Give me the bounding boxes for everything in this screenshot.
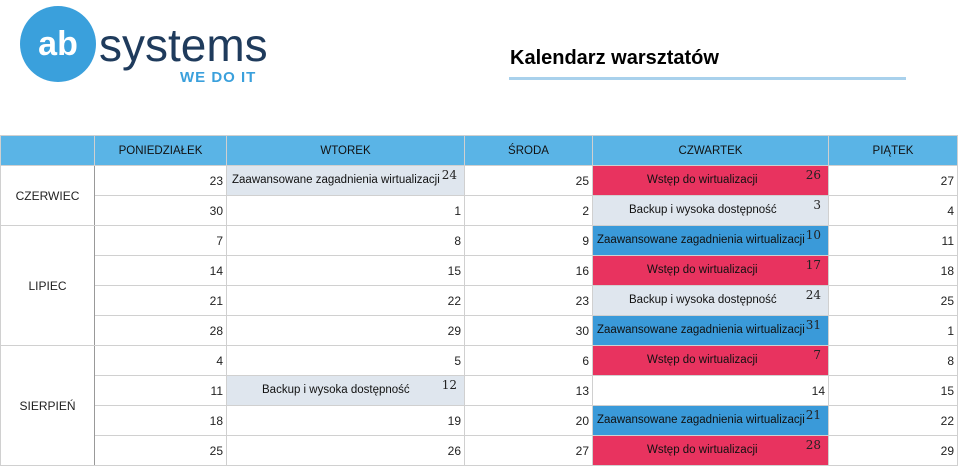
event-label: Wstęp do wirtualizacji bbox=[647, 444, 758, 456]
day-header: PIĄTEK bbox=[829, 136, 958, 166]
day-cell: 23 bbox=[95, 166, 227, 196]
day-cell: 25 bbox=[465, 166, 593, 196]
ab-systems-logo-icon bbox=[20, 6, 280, 86]
logo bbox=[20, 6, 280, 86]
day-cell: 27 bbox=[829, 166, 958, 196]
day-cell: 25 bbox=[829, 286, 958, 316]
table-row bbox=[1, 376, 958, 406]
day-cell: 1 bbox=[829, 316, 958, 346]
day-cell: 8 bbox=[829, 346, 958, 376]
day-cell: 14 bbox=[95, 256, 227, 286]
event-label: Zaawansowane zagadnienia wirtualizacji bbox=[597, 324, 805, 336]
page-title: Kalendarz warsztatów bbox=[510, 47, 719, 69]
day-cell bbox=[593, 256, 829, 286]
corner-cell bbox=[1, 136, 95, 166]
day-cell: 22 bbox=[227, 286, 465, 316]
day-cell: 2 bbox=[465, 196, 593, 226]
day-cell bbox=[593, 196, 829, 226]
day-header: CZWARTEK bbox=[593, 136, 829, 166]
day-cell bbox=[227, 376, 465, 406]
day-number: 3 bbox=[813, 198, 821, 212]
event-label: Zaawansowane zagadnienia wirtualizacji bbox=[597, 414, 805, 426]
event-label: Backup i wysoka dostępność bbox=[629, 204, 777, 216]
table-row bbox=[1, 316, 958, 346]
day-cell: 29 bbox=[829, 436, 958, 466]
day-cell bbox=[227, 166, 465, 196]
day-cell: 29 bbox=[227, 316, 465, 346]
day-cell: 16 bbox=[465, 256, 593, 286]
day-cell: 1 bbox=[227, 196, 465, 226]
day-cell: 25 bbox=[95, 436, 227, 466]
day-cell: 5 bbox=[227, 346, 465, 376]
event-label: Wstęp do wirtualizacji bbox=[647, 174, 758, 186]
day-cell: 11 bbox=[95, 376, 227, 406]
event-label: Backup i wysoka dostępność bbox=[629, 294, 777, 306]
day-cell: 27 bbox=[465, 436, 593, 466]
day-cell bbox=[593, 346, 829, 376]
day-number: 31 bbox=[805, 318, 821, 332]
event-label: Zaawansowane zagadnienia wirtualizacji bbox=[597, 234, 805, 246]
day-cell: 19 bbox=[227, 406, 465, 436]
logo-systems-text: systems bbox=[99, 19, 268, 71]
event-label: Zaawansowane zagadnienia wirtualizacji bbox=[232, 174, 440, 186]
day-cell: 18 bbox=[95, 406, 227, 436]
month-label: CZERWIEC bbox=[1, 166, 95, 226]
month-label: LIPIEC bbox=[1, 226, 95, 346]
day-number: 21 bbox=[805, 408, 821, 422]
day-cell: 11 bbox=[829, 226, 958, 256]
table-row bbox=[1, 256, 958, 286]
day-cell bbox=[593, 166, 829, 196]
day-cell: 8 bbox=[227, 226, 465, 256]
table-row bbox=[1, 196, 958, 226]
day-header: PONIEDZIAŁEK bbox=[95, 136, 227, 166]
table-row bbox=[1, 286, 958, 316]
day-number: 24 bbox=[805, 288, 821, 302]
day-cell: 21 bbox=[95, 286, 227, 316]
table-row bbox=[1, 166, 958, 196]
day-cell: 20 bbox=[465, 406, 593, 436]
day-header: WTOREK bbox=[227, 136, 465, 166]
day-cell: 23 bbox=[465, 286, 593, 316]
day-cell: 9 bbox=[465, 226, 593, 256]
event-label: Backup i wysoka dostępność bbox=[262, 384, 410, 396]
table-row bbox=[1, 346, 958, 376]
day-cell: 30 bbox=[465, 316, 593, 346]
title-underline bbox=[509, 77, 906, 80]
event-label: Wstęp do wirtualizacji bbox=[647, 264, 758, 276]
day-cell bbox=[593, 436, 829, 466]
day-cell bbox=[593, 286, 829, 316]
day-cell: 22 bbox=[829, 406, 958, 436]
table-row bbox=[1, 436, 958, 466]
day-cell: 15 bbox=[829, 376, 958, 406]
day-cell: 18 bbox=[829, 256, 958, 286]
day-cell: 30 bbox=[95, 196, 227, 226]
month-label: SIERPIEŃ bbox=[1, 346, 95, 466]
day-number: 10 bbox=[805, 228, 821, 242]
day-cell: 15 bbox=[227, 256, 465, 286]
table-row bbox=[1, 226, 958, 256]
day-cell: 4 bbox=[829, 196, 958, 226]
day-cell: 7 bbox=[95, 226, 227, 256]
day-header: ŚRODA bbox=[465, 136, 593, 166]
day-cell bbox=[593, 226, 829, 256]
day-number: 7 bbox=[813, 348, 821, 362]
day-number: 12 bbox=[441, 378, 457, 392]
day-number: 17 bbox=[805, 258, 821, 272]
event-label: Wstęp do wirtualizacji bbox=[647, 354, 758, 366]
day-cell: 28 bbox=[95, 316, 227, 346]
day-number: 24 bbox=[441, 168, 457, 182]
day-header-row bbox=[1, 136, 958, 166]
day-cell: 26 bbox=[227, 436, 465, 466]
day-cell bbox=[593, 406, 829, 436]
day-number: 28 bbox=[805, 438, 821, 452]
logo-ab-text: ab bbox=[38, 25, 78, 63]
calendar-table bbox=[0, 135, 958, 466]
day-cell: 6 bbox=[465, 346, 593, 376]
day-cell: 4 bbox=[95, 346, 227, 376]
day-number: 26 bbox=[805, 168, 821, 182]
logo-tagline: WE DO IT bbox=[180, 69, 257, 86]
day-cell: 14 bbox=[593, 376, 829, 406]
table-row bbox=[1, 406, 958, 436]
day-cell bbox=[593, 316, 829, 346]
day-cell: 13 bbox=[465, 376, 593, 406]
